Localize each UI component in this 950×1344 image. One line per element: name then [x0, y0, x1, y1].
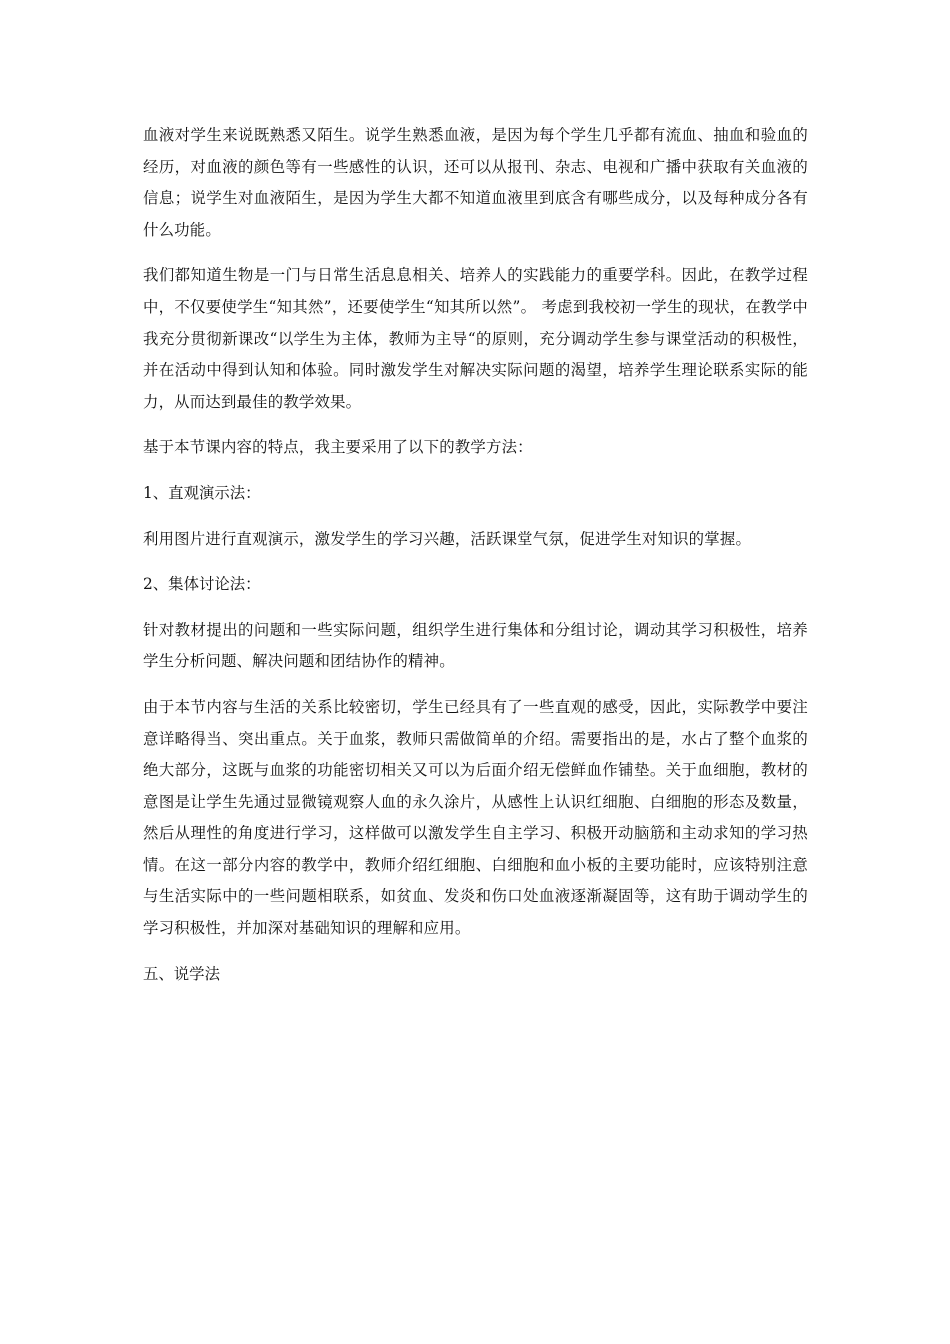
paragraph-content-focus: 由于本节内容与生活的关系比较密切，学生已经具有了一些直观的感受，因此，实际教学中要注意详略得当、突出重点。关于血浆，教师只需做简单的介绍。需要指出的是，水占了整个血浆的绝大部分，这既与血浆的功能密切相关又可以为后面介绍无偿鲜血作铺垫。关于血细胞，教材的意图是让学生先通过显微镜观察人血的永久涂片，从感性上认识红细胞、白细胞的形态及数量，然后从理性的角度进行学习，这样做可以激发学生自主学习、积极开动脑筋和主动求知的学习热情。在这一部分内容的教学中，教师介绍红细胞、白细胞和血小板的主要功能时，应该特别注意与生活实际中的一些问题相联系，如贫血、发炎和伤口处血液逐渐凝固等，这有助于调动学生的学习积极性，并加深对基础知识的理解和应用。: [143, 697, 808, 938]
section-heading-learning-method: 五、说学法: [143, 964, 220, 983]
paragraph-demonstration: 利用图片进行直观演示，激发学生的学习兴趣，活跃课堂气氛，促进学生对知识的掌握。: [143, 529, 752, 548]
paragraph-teaching-philosophy: 我们都知道生物是一门与日常生活息息相关、培养人的实践能力的重要学科。因此，在教学过程中，不仅要使学生“知其然”，还要使学生“知其所以然”。 考虑到我校初一学生的现状，在教学中我充分贯彻新课改“以学生为主体，教师为主导“的原则，充分调动学生参与课堂活动的积极性，并在活动中得到认知和体验。同时激发学生对解决实际问题的渴望，培养学生理论联系实际的能力，从而达到最佳的教学效果。: [143, 266, 808, 411]
method-heading-demonstration: 1、直观演示法：: [143, 483, 261, 502]
paragraph-methods-intro: 基于本节课内容的特点，我主要采用了以下的教学方法：: [143, 438, 533, 457]
paragraph-discussion: 针对教材提出的问题和一些实际问题，组织学生进行集体和分组讨论，调动其学习积极性，培养学生分析问题、解决问题和团结协作的精神。: [143, 620, 808, 671]
document-body: [143, 120, 808, 1004]
paragraph-blood-familiarity: 血液对学生来说既熟悉又陌生。说学生熟悉血液，是因为每个学生几乎都有流血、抽血和验血的经历，对血液的颜色等有一些感性的认识，还可以从报刊、杂志、电视和广播中获取有关血液的信息；说学生对血液陌生，是因为学生大都不知道血液里到底含有哪些成分，以及每种成分各有什么功能。: [143, 126, 808, 239]
method-heading-discussion: 2、集体讨论法：: [143, 575, 261, 594]
